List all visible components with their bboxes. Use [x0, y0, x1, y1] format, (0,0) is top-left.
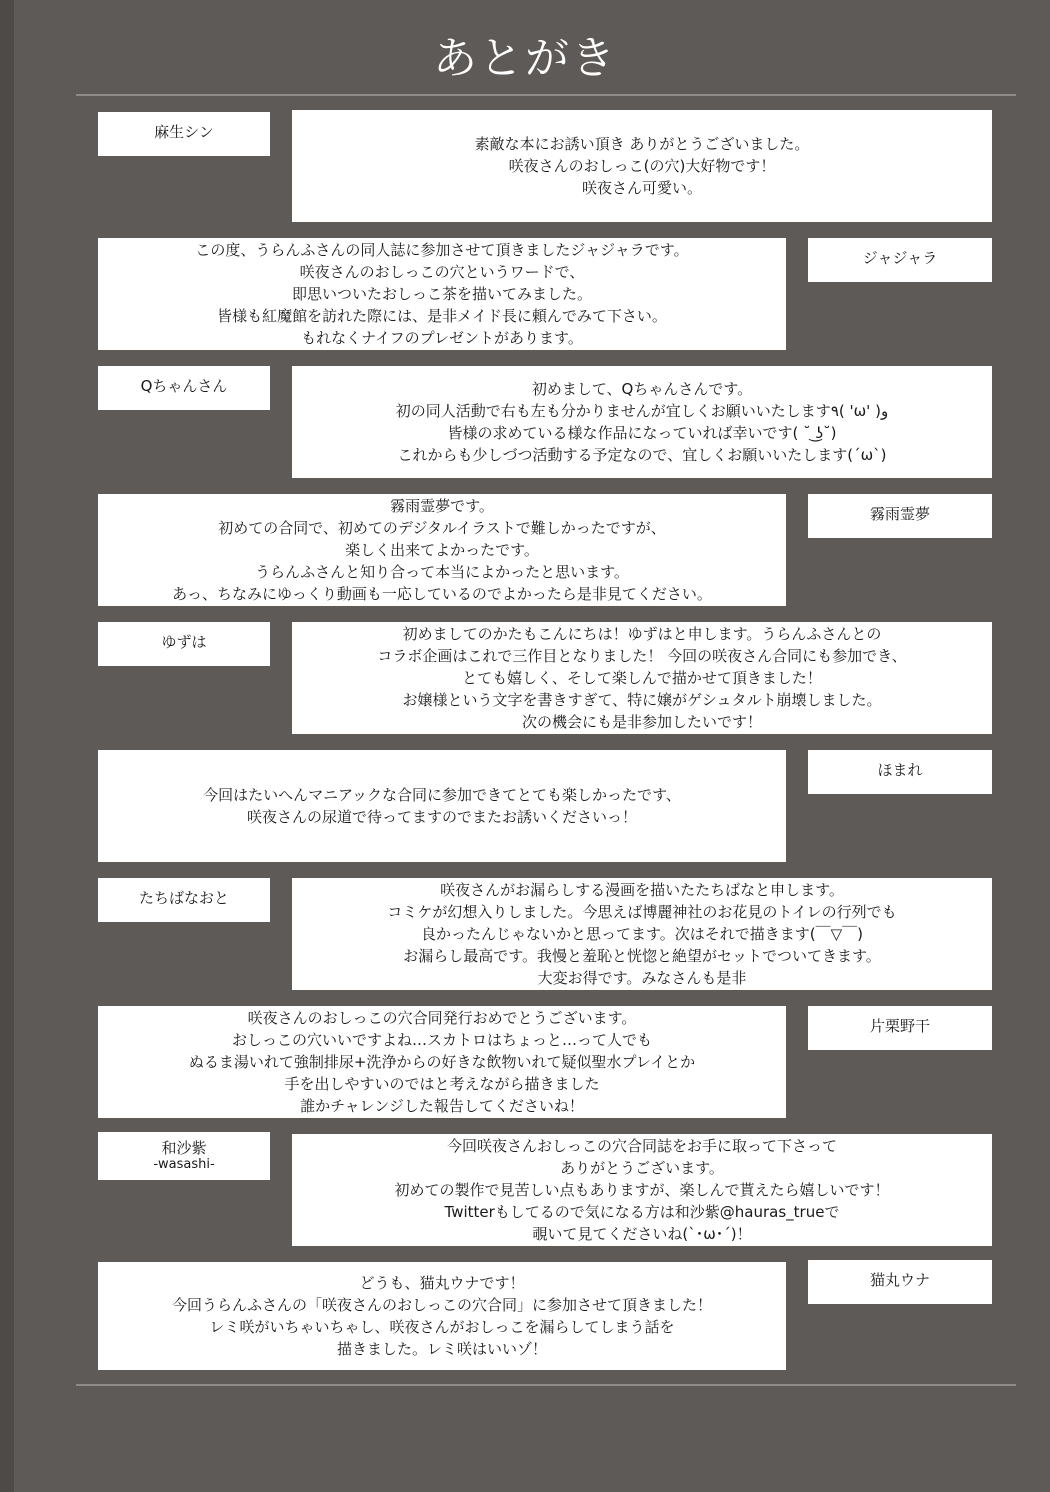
- comment-line: お嬢様という文字を書きすぎて、特に嬢がゲシュタルト崩壊しました。: [402, 691, 882, 709]
- author-name: 猫丸ウナ: [869, 1271, 930, 1289]
- comment-line: あっ、ちなみにゆっくり動画も一応しているのでよかったら是非見てください。: [172, 585, 712, 603]
- comment-line: どうも、猫丸ウナです！: [359, 1274, 525, 1292]
- author-name: ゆずは: [161, 633, 207, 651]
- page-title: あとがき: [433, 33, 617, 84]
- author-name-box: [808, 238, 992, 282]
- author-name-box: [98, 622, 270, 666]
- comment-line: 次の機会にも是非参加したいです！: [521, 713, 762, 731]
- comment-line: コラボ企画はこれで三作目となりました！ 今回の咲夜さん合同にも参加でき、: [377, 647, 907, 665]
- author-name-box: [808, 494, 992, 538]
- comment-line: うらんふさんと知り合って本当によかったと思います。: [255, 563, 629, 581]
- comment-box: [292, 110, 992, 222]
- bottom-divider: [76, 1384, 1016, 1386]
- comment-line: 初めまして、Qちゃんさんです。: [531, 380, 753, 398]
- comment-box: [292, 1134, 992, 1246]
- comment-line: 初めましてのかたもこんにちは！ゆずはと申します。うらんふさんとの: [402, 625, 882, 643]
- comment-line: 素敵な本にお誘い頂き ありがとうございました。: [474, 135, 810, 153]
- comment-line: 初の同人活動で右も左も分かりませんが宜しくお願いいたします٩( 'ω' )و: [395, 402, 889, 420]
- author-name: たちばなおと: [138, 889, 229, 907]
- comment-box: [98, 1006, 786, 1118]
- comment-line: 咲夜さんの尿道で待ってますのでまたお誘いくださいっ！: [246, 808, 637, 826]
- comment-line: コミケが幻想入りしました。今思えば博麗神社のお花見のトイレの行列でも: [387, 903, 897, 921]
- comment-line: ありがとうございます。: [560, 1159, 724, 1177]
- comment-line: 覗いて見てくださいね(`･ω･´)！: [532, 1225, 752, 1243]
- comment-box: [98, 238, 786, 350]
- comment-line: 咲夜さんがお漏らしする漫画を描いたたちばなと申します。: [440, 881, 844, 899]
- comment-line: 今回うらんふさんの「咲夜さんのおしっこの穴合同」に参加させて頂きました！: [171, 1296, 712, 1314]
- comment-line: お漏らし最高です。我慢と羞恥と恍惚と絶望がセットでついてきます。: [403, 947, 881, 965]
- author-name: ジャジャラ: [862, 249, 938, 267]
- comment-line: ぬるま湯いれて強制排尿+洗浄からの好きな飲物いれて疑似聖水プレイとか: [188, 1053, 696, 1071]
- comment-box: [98, 750, 786, 862]
- comment-line: 楽しく出来てよかったです。: [345, 541, 539, 559]
- comment-line: 皆様の求めている様な作品になっていれば幸いです( ˘ ͜ʖ˘): [447, 424, 837, 442]
- author-name: 片栗野干: [869, 1017, 930, 1035]
- comment-line: 手を出しやすいのではと考えながら描きました: [284, 1075, 600, 1093]
- author-name-box: [98, 366, 270, 410]
- comment-line: 大変お得です。みなさんも是非: [537, 969, 747, 987]
- comment-line: 皆様も紅魔館を訪れた際には、是非メイド長に頼んでみて下さい。: [217, 307, 667, 325]
- comment-line: レミ咲がいちゃいちゃし、咲夜さんがおしっこを漏らしてしまう話を: [209, 1318, 675, 1336]
- comment-line: 初めての製作で見苦しい点もありますが、楽しんで貰えたら嬉しいです！: [394, 1181, 890, 1199]
- comment-line: 今回はたいへんマニアックな合同に参加できてとても楽しかったです、: [203, 786, 681, 804]
- comment-line: 咲夜さんのおしっこ(の穴)大好物です！: [508, 157, 776, 175]
- comment-line: 霧雨霊夢です。: [390, 497, 494, 515]
- comment-line: Twitterもしてるので気になる方は和沙紫@hauras_trueで: [444, 1203, 840, 1221]
- page-edge: [0, 0, 14, 1492]
- author-name: 霧雨霊夢: [869, 505, 930, 523]
- author-name-romaji: -wasashi-: [153, 1157, 215, 1172]
- author-name-box: [98, 112, 270, 156]
- comment-line: 咲夜さんのおしっこの穴というワードで、: [299, 263, 585, 281]
- author-name: 和沙紫: [161, 1139, 207, 1157]
- comment-box: [292, 622, 992, 734]
- comment-line: おしっこの穴いいですよね…スカトロはちょっと…って人でも: [231, 1031, 652, 1049]
- comment-line: 良かったんじゃないかと思ってます。次はそれで描きます(￣▽￣): [420, 925, 864, 943]
- author-name-box: [808, 1006, 992, 1050]
- author-name-box: [98, 878, 270, 922]
- comment-line: 初めての合同で、初めてのデジタルイラストで難しかったですが、: [218, 519, 666, 537]
- author-name-box: [808, 750, 992, 794]
- comment-line: 描きました。レミ咲はいいゾ！: [336, 1340, 547, 1358]
- author-name-box: [98, 1132, 270, 1180]
- comment-box: [292, 366, 992, 478]
- author-name: ほまれ: [877, 761, 923, 779]
- author-name-box: [808, 1260, 992, 1304]
- author-name: Qちゃんさん: [140, 377, 228, 395]
- comment-box: [98, 1262, 786, 1370]
- top-divider: [76, 94, 1016, 96]
- comment-line: 咲夜さんのおしっこの穴合同発行おめでとうございます。: [247, 1009, 637, 1027]
- comment-box: [98, 494, 786, 606]
- comment-line: この度、うらんふさんの同人誌に参加させて頂きましたジャジャラです。: [195, 241, 689, 259]
- comment-box: [292, 878, 992, 990]
- comment-line: これからも少しづつ活動する予定なので、宜しくお願いいたします(´ω`): [397, 446, 887, 464]
- comment-line: 即思いついたおしっこ茶を描いてみました。: [291, 285, 592, 303]
- comment-line: 誰かチャレンジした報告してくださいね！: [300, 1097, 584, 1115]
- comment-line: とても嬉しく、そして楽しんで描かせて頂きました！: [462, 669, 822, 687]
- author-name: 麻生シン: [154, 123, 214, 141]
- comment-line: もれなくナイフのプレゼントがあります。: [301, 329, 583, 347]
- comment-line: 今回咲夜さんおしっこの穴合同誌をお手に取って下さって: [446, 1137, 837, 1155]
- comment-line: 咲夜さん可愛い。: [581, 179, 702, 197]
